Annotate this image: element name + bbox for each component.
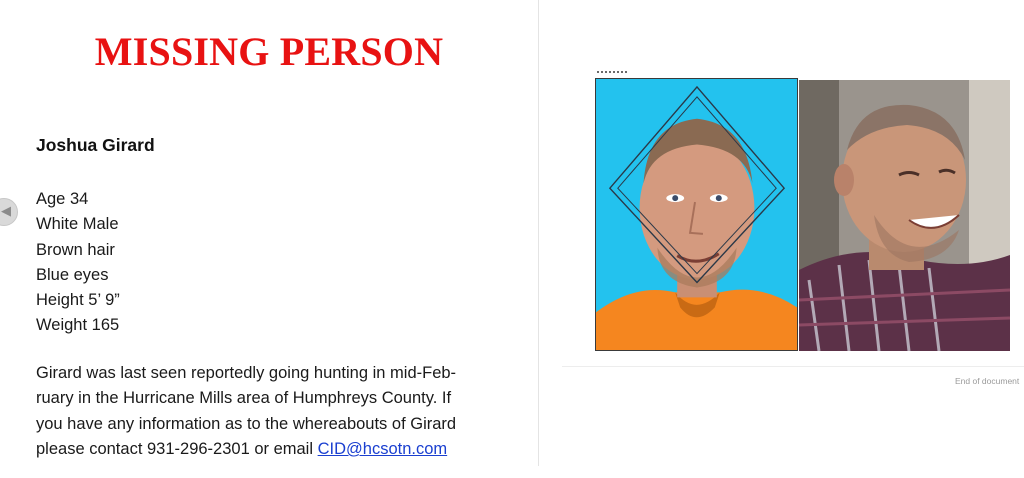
chevron-left-icon: ◀ bbox=[1, 204, 11, 219]
contact-line bbox=[36, 437, 516, 462]
case-description bbox=[36, 361, 516, 462]
license-photo bbox=[595, 78, 798, 351]
image-anchor-mark bbox=[597, 71, 627, 74]
person-details-list bbox=[36, 187, 120, 339]
detail-height: Height 5’ 9” bbox=[36, 291, 120, 310]
candid-photo-image bbox=[799, 80, 1010, 351]
license-photo-image bbox=[596, 79, 797, 350]
detail-hair: Brown hair bbox=[36, 240, 115, 259]
description-line: ruary in the Hurricane Mills area of Humphreys County. If bbox=[36, 389, 452, 408]
end-of-document-label: End of document bbox=[955, 376, 1020, 386]
detail-weight: Weight 165 bbox=[36, 316, 120, 335]
person-name: Joshua Girard bbox=[36, 135, 155, 155]
description-line: Girard was last seen reportedly going hunting in mid-Feb- bbox=[36, 364, 457, 382]
description-line: you have any information as to the whereabouts of Girard bbox=[36, 414, 457, 433]
candid-photo bbox=[799, 80, 1010, 351]
contact-text: please contact 931-296-2301 or email bbox=[36, 439, 318, 458]
detail-eyes: Blue eyes bbox=[36, 265, 109, 284]
email-link[interactable]: CID@hcsotn.com bbox=[317, 439, 448, 458]
page-bottom-rule bbox=[562, 366, 1024, 367]
flyer-headline: MISSING PERSON bbox=[94, 29, 444, 74]
detail-race-sex: White Male bbox=[36, 215, 119, 234]
detail-age: Age 34 bbox=[36, 190, 89, 208]
